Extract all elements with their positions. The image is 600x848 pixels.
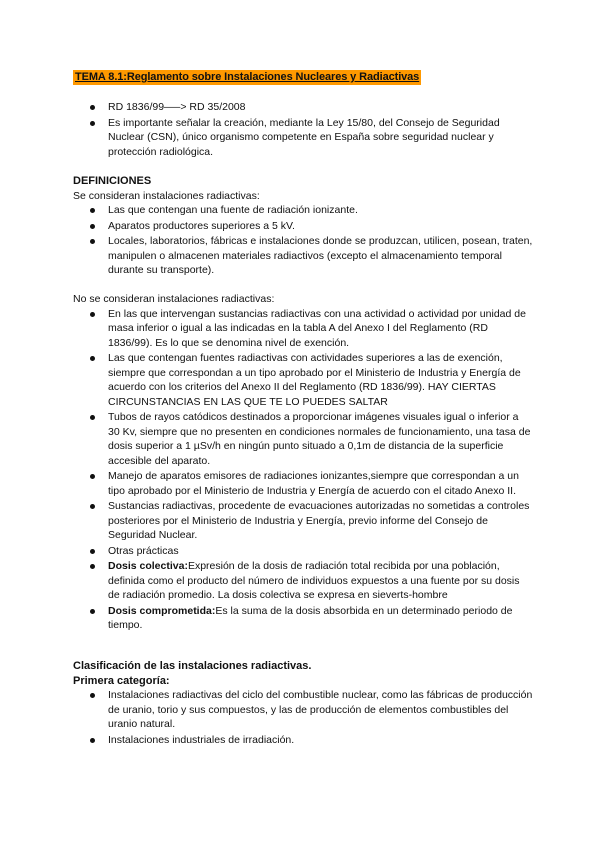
list-item: Sustancias radiactivas, procedente de evacuaciones autorizadas no sometidas a controles posteriores por el Ministerio de Industria y Energía, previo informe del Consejo de Seguridad Nuclear. xyxy=(73,499,533,543)
list-item: Tubos de rayos catódicos destinados a proporcionar imágenes visuales igual o inferior a 30 Kv, siempre que no presenten en condiciones normales de funcionamiento, una tasa de dosis superior a 1 µSv/h en ningún punto situado a 0,1m de distancia de la superficie accesible del aparato. xyxy=(73,410,533,468)
list-item: Instalaciones radiactivas del ciclo del combustible nuclear, como las fábricas de producción de uranio, torio y sus compuestos, y las de producción de elementos combustibles del uranio natural. xyxy=(73,688,533,732)
no-consideran-section xyxy=(73,292,533,634)
term-label: Dosis comprometida: xyxy=(108,604,216,617)
list-item: Aparatos productores superiores a 5 kV. xyxy=(73,219,533,234)
term-definition: Es la suma de la dosis absorbida en un determinado periodo de tiempo. xyxy=(108,604,513,631)
list-item: Locales, laboratorios, fábricas e instalaciones donde se produzcan, utilicen, posean, traten, manipulen o almacenen materiales radiactivos (excepto el almacenamiento temporal durante su transporte). xyxy=(73,234,533,278)
list-item-dosis-colectiva xyxy=(73,559,533,603)
list-item: Es importante señalar la creación, mediante la Ley 15/80, del Consejo de Seguridad Nuclear (CSN), único organismo competente en España sobre seguridad nuclear y protección radiológica. xyxy=(73,116,533,160)
definiciones-section xyxy=(73,174,533,279)
section-subheading: Primera categoría: xyxy=(73,674,170,687)
no-consideran-list xyxy=(73,307,533,633)
section-lead: Se consideran instalaciones radiactivas: xyxy=(73,189,260,202)
intro-list xyxy=(73,100,533,160)
section-heading: Clasificación de las instalaciones radiactivas. xyxy=(73,660,312,672)
list-item-dosis-comprometida xyxy=(73,604,533,633)
page-title: TEMA 8.1:Reglamento sobre Instalaciones Nucleares y Radiactivas xyxy=(75,71,420,83)
section-heading: DEFINICIONES xyxy=(73,175,152,187)
list-item: RD 1836/99—–> RD 35/2008 xyxy=(73,100,533,115)
list-item: Instalaciones industriales de irradiación. xyxy=(73,733,533,748)
term-label: Dosis colectiva: xyxy=(108,560,188,572)
list-item: Las que contengan fuentes radiactivas con actividades superiores a las de exención, siempre que correspondan a un tipo aprobado por el Ministerio de Industria y Energía de acuerdo con los criterios del Anexo II del Reglamento (RD 1836/99). HAY CIERTAS CIRCUNSTANCIAS EN LAS QUE TE LO PUEDES SALTAR xyxy=(73,351,533,409)
section-lead: No se consideran instalaciones radiactivas: xyxy=(73,293,275,305)
list-item: Las que contengan una fuente de radiación ionizante. xyxy=(73,203,533,218)
clasificacion-list xyxy=(73,688,533,747)
definiciones-list xyxy=(73,203,533,278)
list-item: Otras prácticas xyxy=(73,544,533,559)
term-definition: Expresión de la dosis de radiación total recibida por una población, definida como el producto del número de individuos expuestos a una fuente por su dosis de radiación promedio. La dosis colectiva se expresa en sieverts-hombre xyxy=(108,560,520,601)
list-item: En las que intervengan sustancias radiactivas con una actividad o actividad por unidad de masa inferior o igual a las indicadas en la tabla A del Anexo I del Reglamento (RD 1836/99). Es lo que se denomina nivel de exención. xyxy=(73,307,533,351)
list-item: Manejo de aparatos emisores de radiaciones ionizantes,siempre que correspondan a un tipo aprobado por el Ministerio de Industria y Energía de acuerdo con el citado Anexo II. xyxy=(73,469,533,498)
clasificacion-section xyxy=(73,659,533,748)
